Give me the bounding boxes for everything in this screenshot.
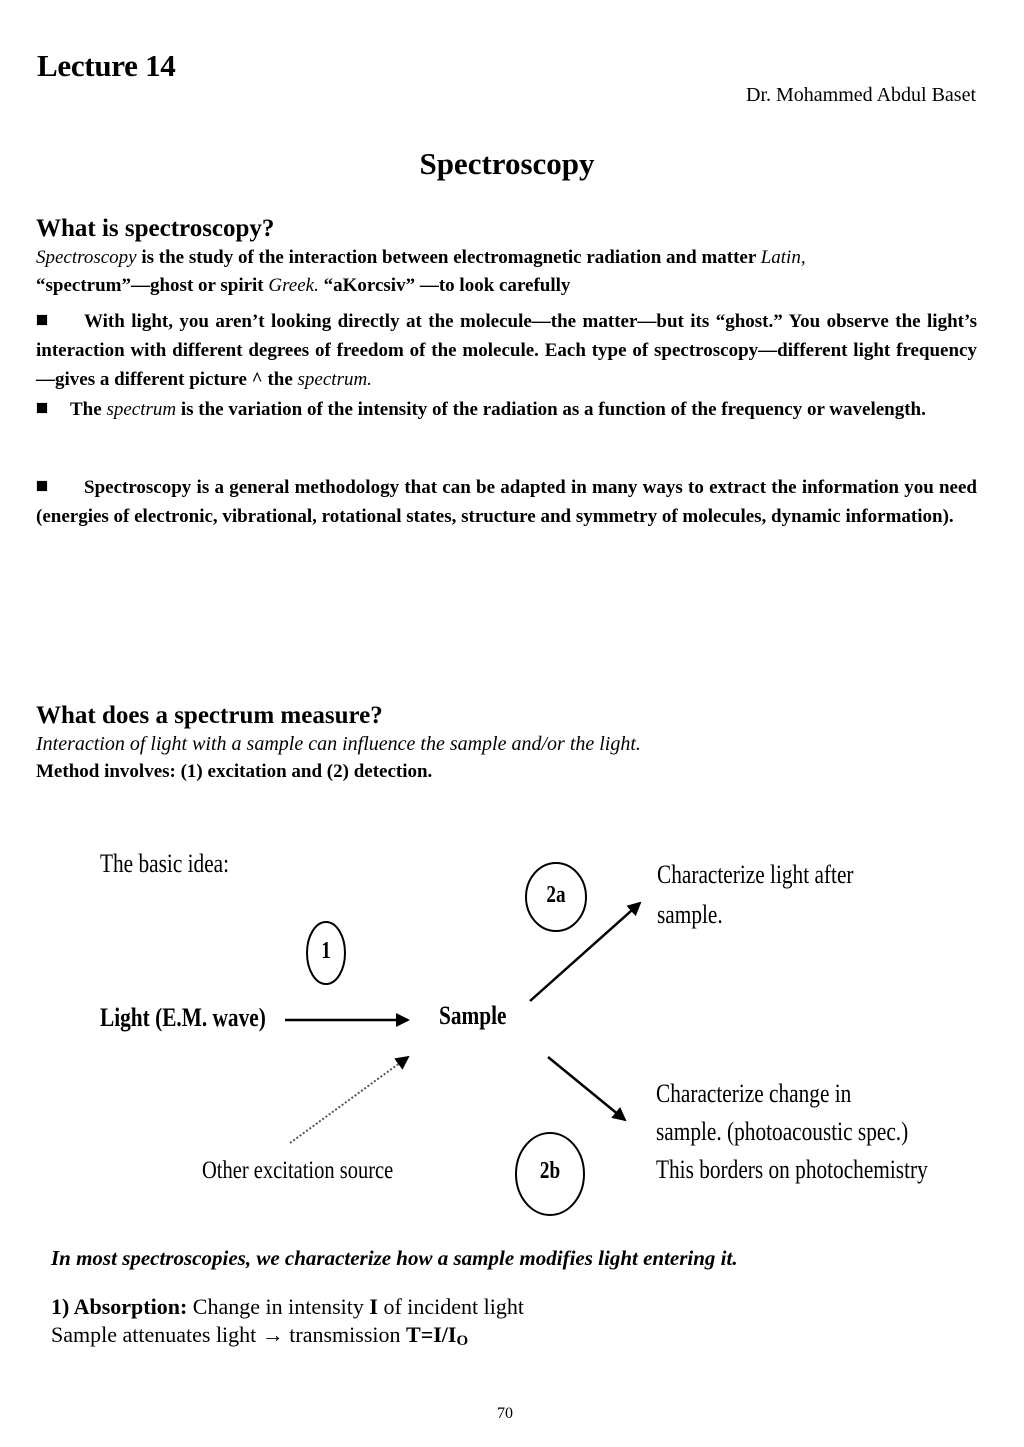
step-1-label: 1	[321, 938, 331, 964]
absorption-label: 1) Absorption:	[51, 1294, 188, 1319]
section-heading-spectrum-measure: What does a spectrum measure?	[36, 702, 383, 729]
light-label: Light (E.M. wave)	[100, 1003, 266, 1032]
section-heading-what-is: What is spectroscopy?	[36, 215, 275, 242]
arrow-sample-to-2b	[548, 1057, 625, 1120]
page-number: 70	[497, 1405, 513, 1422]
greek-label: Greek.	[268, 275, 319, 296]
square-bullet-icon	[37, 315, 47, 325]
lecture-number: Lecture 14	[37, 48, 176, 83]
formula-subscript: O	[456, 1333, 469, 1349]
greek-etymology: “aKorcsiv” —to look carefully	[318, 275, 571, 296]
square-bullet-icon	[37, 481, 47, 491]
intensity-symbol: I	[369, 1294, 378, 1319]
latin-label: Latin,	[760, 247, 806, 268]
summary-statement: In most spectroscopies, we characterize how a sample modifies light entering it.	[51, 1246, 738, 1270]
spectrum-etymology: “spectrum”—ghost or spirit	[36, 275, 269, 296]
outcome-2a: Characterize light after sample.	[657, 860, 854, 929]
bullet-methodology: Spectroscopy is a general methodology that can be adapted in many ways to extract the information you need (energies of electronic, vibrational, rotational states, structure and symmetry of molecules, dynamic information).	[36, 477, 977, 527]
absorption-section: 1) Absorption: Change in intensity I of incident light Sample attenuates light → transmission $T=I/I_O$	[51, 1294, 524, 1349]
page-title: Spectroscopy	[419, 146, 595, 181]
arrow-sample-to-2a	[530, 903, 640, 1001]
definition-paragraph	[36, 244, 977, 300]
basic-idea-label: The basic idea:	[100, 849, 230, 878]
step-2b-label: 2b	[539, 1158, 561, 1184]
author-name: Dr. Mohammed Abdul Baset	[746, 84, 976, 106]
definition-text: is the study of the interaction between electromagnetic radiation and matter	[136, 247, 761, 268]
interaction-note: Interaction of light with a sample can influence the sample and/or the light.	[36, 733, 641, 755]
sample-label: Sample	[439, 1001, 507, 1030]
arrow-other-source-dotted	[290, 1057, 408, 1143]
transmission-formula: T=I/I	[406, 1322, 457, 1347]
step-2a-label: 2a	[546, 882, 566, 908]
bullet-spectrum-definition: The spectrum is the variation of the intensity of the radiation as a function of the frequency or wavelength.	[36, 395, 977, 424]
basic-idea-diagram	[80, 835, 960, 1225]
other-source-label: Other excitation source	[202, 1157, 394, 1184]
method-line: Method involves: (1) excitation and (2) detection.	[36, 761, 433, 782]
bullet-ghost: With light, you aren’t looking directly at the molecule—the matter—but its “ghost.” You observe the light’s interaction with different degrees of freedom of the molecule. Each type of spectroscopy—different light frequency—gives a different picture ^ the spectrum.	[36, 311, 977, 390]
square-bullet-icon	[37, 403, 47, 413]
definition-term: Spectroscopy	[36, 247, 137, 268]
outcome-2b: Characterize change in sample. (photoacoustic spec.) This borders on photochemistry	[656, 1079, 928, 1184]
